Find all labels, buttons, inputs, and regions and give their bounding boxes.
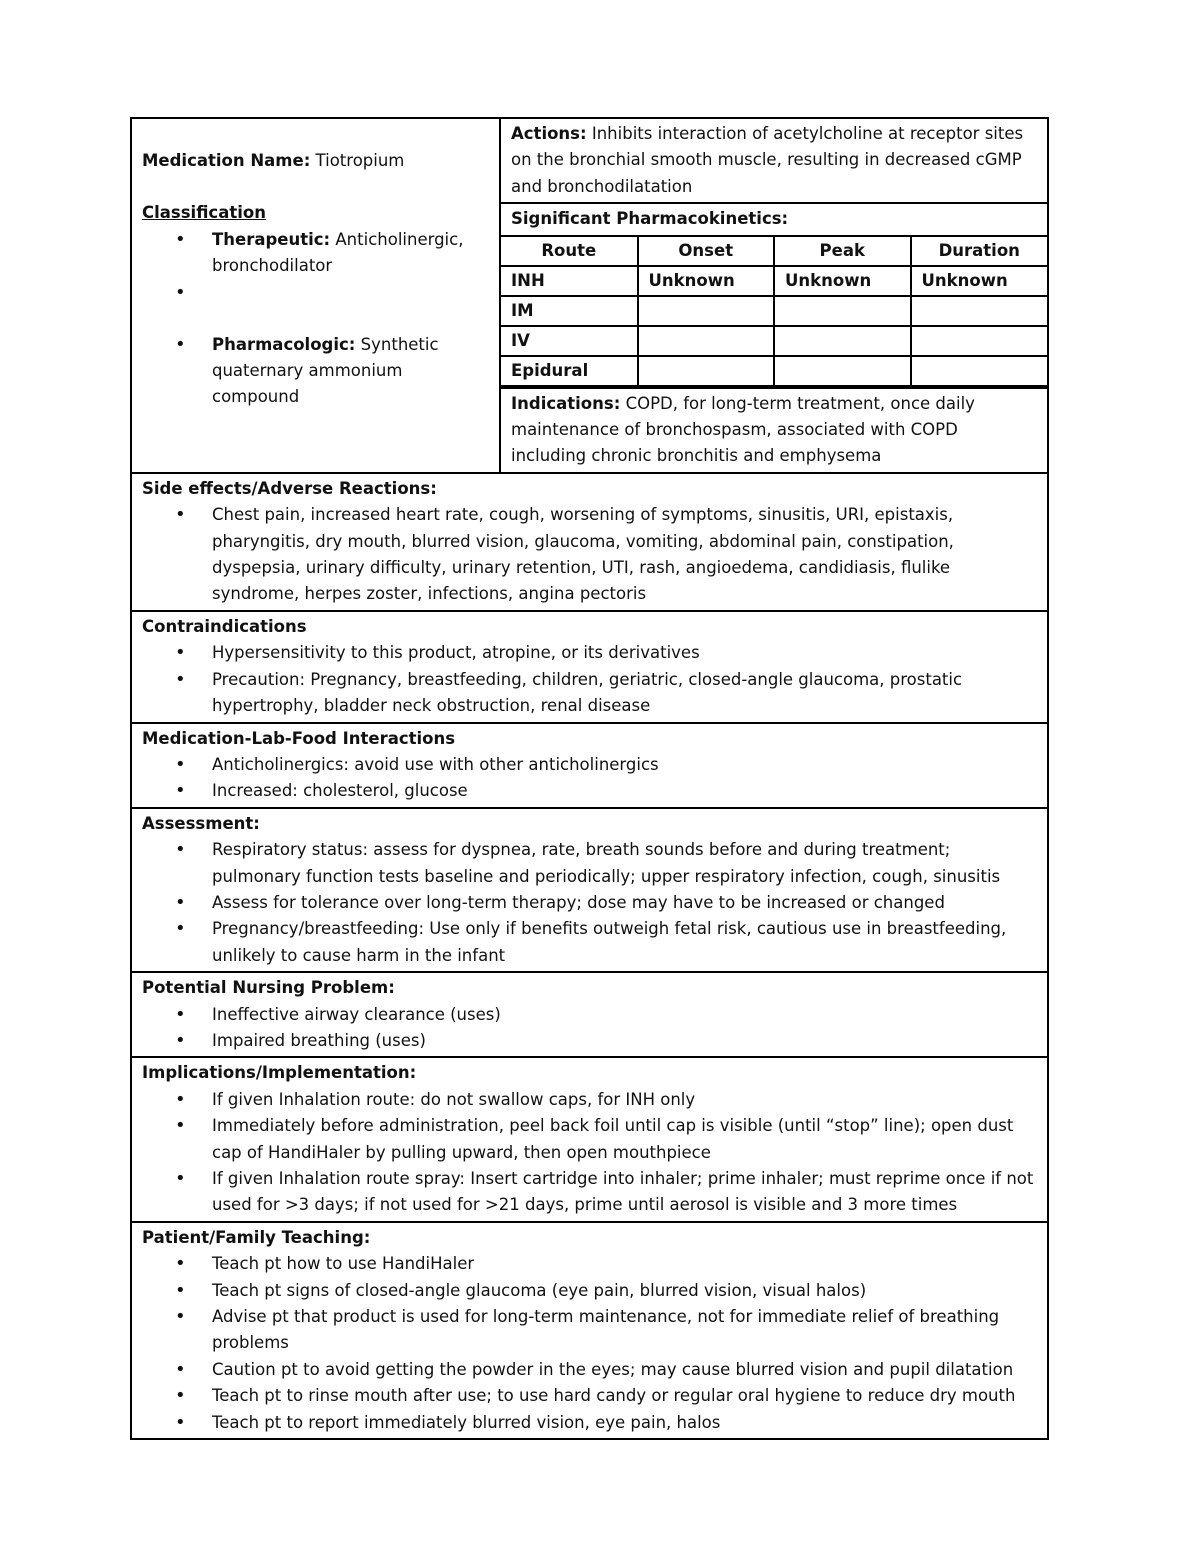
- pk-cell: Unknown: [911, 266, 1048, 296]
- section-row: [131, 473, 1048, 611]
- pharmacokinetics-table: [501, 237, 1047, 387]
- list-item: • Precaution: Pregnancy, breastfeeding, children, geriatric, closed-angle glaucoma, prostatic hypertrophy, bladder neck obstruction, renal disease: [212, 667, 1037, 720]
- pk-cell: INH: [501, 266, 638, 296]
- pk-cell: [638, 326, 775, 356]
- section-cell: [131, 473, 1048, 611]
- section-row: [131, 1057, 1048, 1221]
- list-item: • If given Inhalation route spray: Insert cartridge into inhaler; prime inhaler; must reprime once if not used for >3 days; if not used for >21 days, prime until aerosol is visible and 3 more times: [212, 1166, 1037, 1219]
- section-cell: [131, 1057, 1048, 1221]
- section-row: [131, 1222, 1048, 1439]
- therapeutic-label: Therapeutic:: [212, 229, 331, 249]
- medication-info-cell: [131, 118, 500, 473]
- pk-cell: Epidural: [501, 356, 638, 386]
- list-item: • Anticholinergics: avoid use with other anticholinergics: [212, 752, 1037, 778]
- pk-cell: [774, 296, 911, 326]
- list-item: • Increased: cholesterol, glucose: [212, 778, 1037, 804]
- header-row: [131, 118, 1048, 473]
- pk-row: [501, 356, 1047, 386]
- pk-cell: [638, 296, 775, 326]
- therapeutic-value: Anticholinergic, bronchodilator: [212, 229, 464, 276]
- section-title: Contraindications: [142, 616, 307, 636]
- list-item: • Chest pain, increased heart rate, cough, worsening of symptoms, sinusitis, URI, epistaxis, pharyngitis, dry mouth, blurred vision, glaucoma, vomiting, abdominal pain, constipation, dyspepsia, urinary difficulty, urinary retention, UTI, rash, angioedema, candidiasis, flulike syndrome, herpes zoster, infections, angina pectoris: [212, 502, 1037, 608]
- list-item-therapeutic: [212, 227, 489, 280]
- section-list: [142, 1087, 1037, 1219]
- section-row: [131, 611, 1048, 723]
- list-item: • If given Inhalation route: do not swallow caps, for INH only: [212, 1087, 1037, 1113]
- list-item: • Caution pt to avoid getting the powder in the eyes; may cause blurred vision and pupil dilatation: [212, 1357, 1037, 1383]
- list-item: • Ineffective airway clearance (uses): [212, 1002, 1037, 1028]
- section-list: [142, 752, 1037, 805]
- pk-header-duration: Duration: [911, 237, 1048, 266]
- pk-cell: IV: [501, 326, 638, 356]
- actions-pk-cell: [500, 118, 1048, 473]
- pk-cell: [911, 356, 1048, 386]
- actions-text: Inhibits interaction of acetylcholine at receptor sites on the bronchial smooth muscle, resulting in decreased cGMP and bronchodilatation: [511, 124, 1024, 196]
- list-item: • Respiratory status: assess for dyspnea, rate, breath sounds before and during treatment; pulmonary function tests baseline and periodically; upper respiratory infection, cough, sinusitis: [212, 837, 1037, 890]
- pharmacologic-value: Synthetic quaternary ammonium compound: [212, 334, 439, 407]
- classification-list: [142, 227, 489, 411]
- pk-row: [501, 296, 1047, 326]
- section-row: [131, 808, 1048, 972]
- medication-name-value: Tiotropium: [315, 151, 405, 170]
- pk-header-row: [501, 237, 1047, 266]
- section-row: [131, 723, 1048, 808]
- list-item: • Teach pt to rinse mouth after use; to use hard candy or regular oral hygiene to reduce dry mouth: [212, 1383, 1037, 1409]
- indications-block: [501, 387, 1047, 472]
- section-title: Medication-Lab-Food Interactions: [142, 728, 456, 748]
- medication-name-label: Medication Name:: [142, 151, 311, 170]
- indications-label: Indications:: [511, 393, 621, 413]
- section-list: [142, 502, 1037, 608]
- section-cell: [131, 808, 1048, 972]
- list-item: • Advise pt that product is used for long-term maintenance, not for immediate relief of breathing problems: [212, 1304, 1037, 1357]
- section-title: Assessment:: [142, 813, 260, 833]
- pk-header-onset: Onset: [638, 237, 775, 266]
- list-item: • Immediately before administration, peel back foil until cap is visible (until “stop” line); open dust cap of HandiHaler by pulling upward, then open mouthpiece: [212, 1113, 1037, 1166]
- list-item-pharmacologic: [212, 332, 489, 411]
- section-cell: [131, 1222, 1048, 1439]
- pk-row: [501, 326, 1047, 356]
- section-title: Patient/Family Teaching:: [142, 1227, 371, 1247]
- actions-label: Actions:: [511, 124, 587, 143]
- section-list: [142, 640, 1037, 719]
- indications-text: COPD, for long-term treatment, once daily maintenance of bronchospasm, associated with COPD including chronic bronchitis and emphysema: [511, 393, 975, 466]
- pk-cell: Unknown: [774, 266, 911, 296]
- pk-cell: [774, 356, 911, 386]
- section-list: [142, 1002, 1037, 1055]
- medication-table: [130, 117, 1049, 1440]
- section-cell: [131, 611, 1048, 723]
- section-list: [142, 837, 1037, 969]
- section-cell: [131, 723, 1048, 808]
- section-title: Side effects/Adverse Reactions:: [142, 478, 437, 498]
- list-item: • Assess for tolerance over long-term therapy; dose may have to be increased or changed: [212, 890, 1037, 916]
- pk-header-peak: Peak: [774, 237, 911, 266]
- pharmacokinetics-label: Significant Pharmacokinetics:: [511, 209, 789, 229]
- pk-row: [501, 266, 1047, 296]
- list-item: • Teach pt to report immediately blurred vision, eye pain, halos: [212, 1410, 1037, 1436]
- section-title: Potential Nursing Problem:: [142, 978, 395, 998]
- pk-cell: [911, 296, 1048, 326]
- section-list: [142, 1251, 1037, 1436]
- section-title: Implications/Implementation:: [142, 1063, 417, 1083]
- section-cell: [131, 972, 1048, 1057]
- actions-block: [501, 119, 1047, 204]
- list-item: • Impaired breathing (uses): [212, 1028, 1037, 1054]
- medication-name: [142, 148, 489, 174]
- pk-cell: Unknown: [638, 266, 775, 296]
- list-item: • Teach pt signs of closed-angle glaucoma (eye pain, blurred vision, visual halos): [212, 1278, 1037, 1304]
- pharmacologic-label: Pharmacologic:: [212, 334, 356, 354]
- list-spacer: [212, 280, 489, 332]
- pk-cell: [774, 326, 911, 356]
- list-item: • Pregnancy/breastfeeding: Use only if benefits outweigh fetal risk, cautious use in breastfeeding, unlikely to cause harm in the infant: [212, 916, 1037, 969]
- medication-card: [130, 117, 1047, 1440]
- sections: [131, 473, 1048, 1439]
- pharmacokinetics-block: [501, 204, 1047, 386]
- pk-cell: IM: [501, 296, 638, 326]
- list-item: • Teach pt how to use HandiHaler: [212, 1251, 1037, 1277]
- pk-cell: [638, 356, 775, 386]
- section-row: [131, 972, 1048, 1057]
- pk-header-route: Route: [501, 237, 638, 266]
- classification-heading: Classification: [142, 203, 266, 223]
- pk-cell: [911, 326, 1048, 356]
- list-item: • Hypersensitivity to this product, atropine, or its derivatives: [212, 640, 1037, 666]
